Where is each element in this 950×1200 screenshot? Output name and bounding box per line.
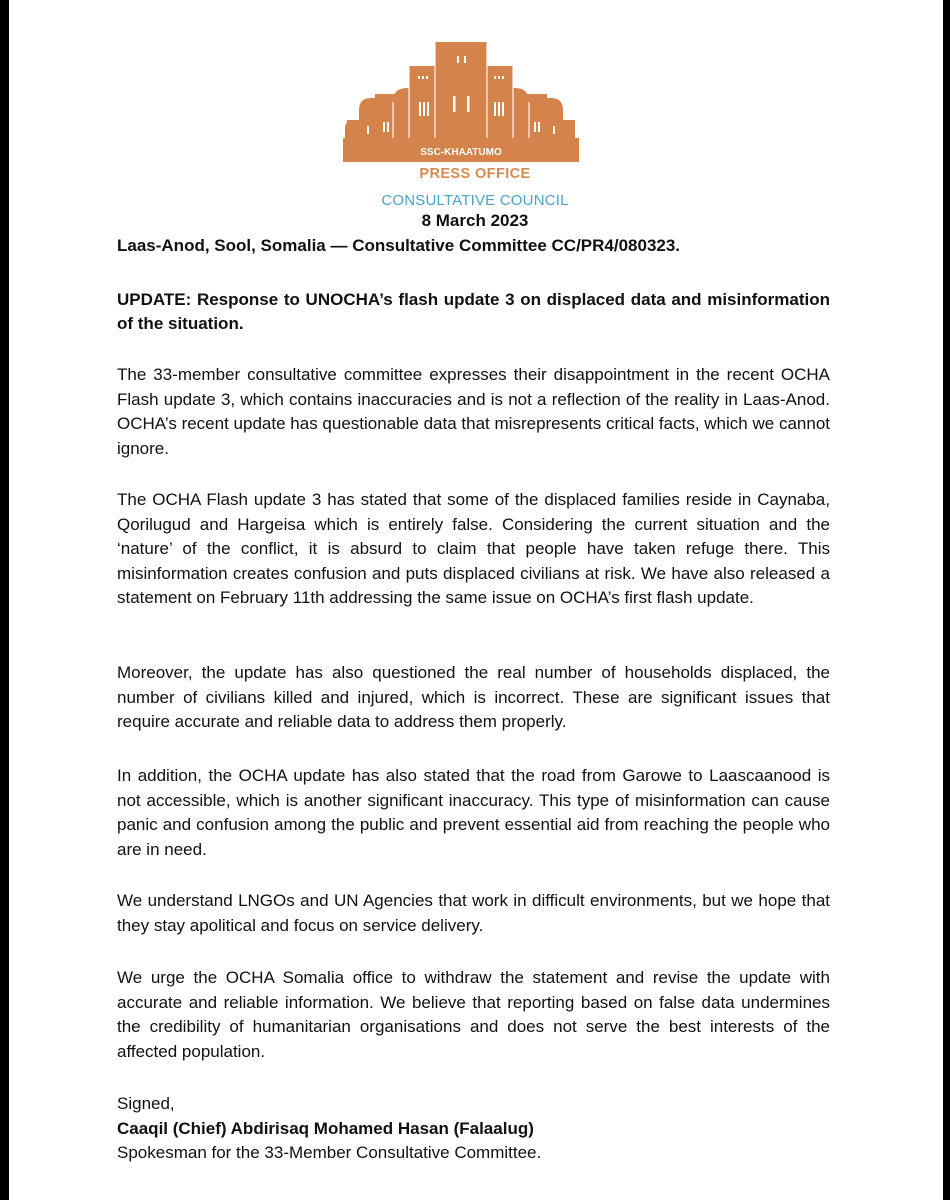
body-paragraph: Moreover, the update has also questioned the real number of households displaced, the number of civilians killed and injured, which is incorrect. These are significant issues that require accurate and reliable data to address them properly. bbox=[117, 663, 830, 732]
press-office-title: PRESS OFFICE bbox=[419, 166, 531, 182]
body-paragraph: The OCHA Flash update 3 has stated that some of the displaced families reside in Caynaba, Qorilugud and Hargeisa which is entirely false. Considering the current situation and the ‘nature’ of the conflict, it is absurd to claim that people have taken refuge there. This misinformation creates confusion and puts displaced civilians at risk. We have also released a statement on February 11th addressing the same issue on OCHA’s first flash update. bbox=[117, 490, 830, 608]
dateline: Laas-Anod, Sool, Somalia — Consultative Committee CC/PR4/080323. bbox=[117, 236, 681, 255]
body-paragraph: We understand LNGOs and UN Agencies that work in difficult environments, but we hope that they stay apolitical and focus on service delivery. bbox=[117, 891, 830, 935]
signatory-title: Spokesman for the 33-Member Consultative Committee. bbox=[117, 1143, 542, 1163]
body-paragraph: We urge the OCHA Somalia office to withdraw the statement and revise the update with accurate and reliable information. We believe that reporting based on false data undermines the credibility of humanitarian organisations and does not serve the best interests of the affected population. bbox=[117, 968, 830, 1061]
body-paragraph: In addition, the OCHA update has also stated that the road from Garowe to Laascaanood is not accessible, which is another significant inaccuracy. This type of misinformation can cause panic and confusion among the public and prevent essential aid from reaching the people who are in need. bbox=[117, 766, 830, 859]
document-date: 8 March 2023 bbox=[421, 211, 529, 230]
headline: UPDATE: Response to UNOCHA’s flash update 3 on displaced data and misinformation of the situation. bbox=[117, 290, 830, 333]
consultative-council-title: CONSULTATIVE COUNCIL bbox=[381, 192, 569, 209]
signatory-name: Caaqil (Chief) Abdirisaq Mohamed Hasan (Falaalug) bbox=[117, 1118, 534, 1138]
body-paragraph: The 33-member consultative committee expresses their disappointment in the recent OCHA Flash update 3, which contains inaccuracies and is not a reflection of the reality in Laas-Anod. OCHA’s recent update has questionable data that misrepresents critical facts, which we cannot ignore. bbox=[117, 365, 830, 458]
signature-block bbox=[117, 1092, 830, 1166]
signed-label: Signed, bbox=[117, 1094, 175, 1113]
logo-text: SSC-KHAATUMO bbox=[420, 147, 502, 158]
